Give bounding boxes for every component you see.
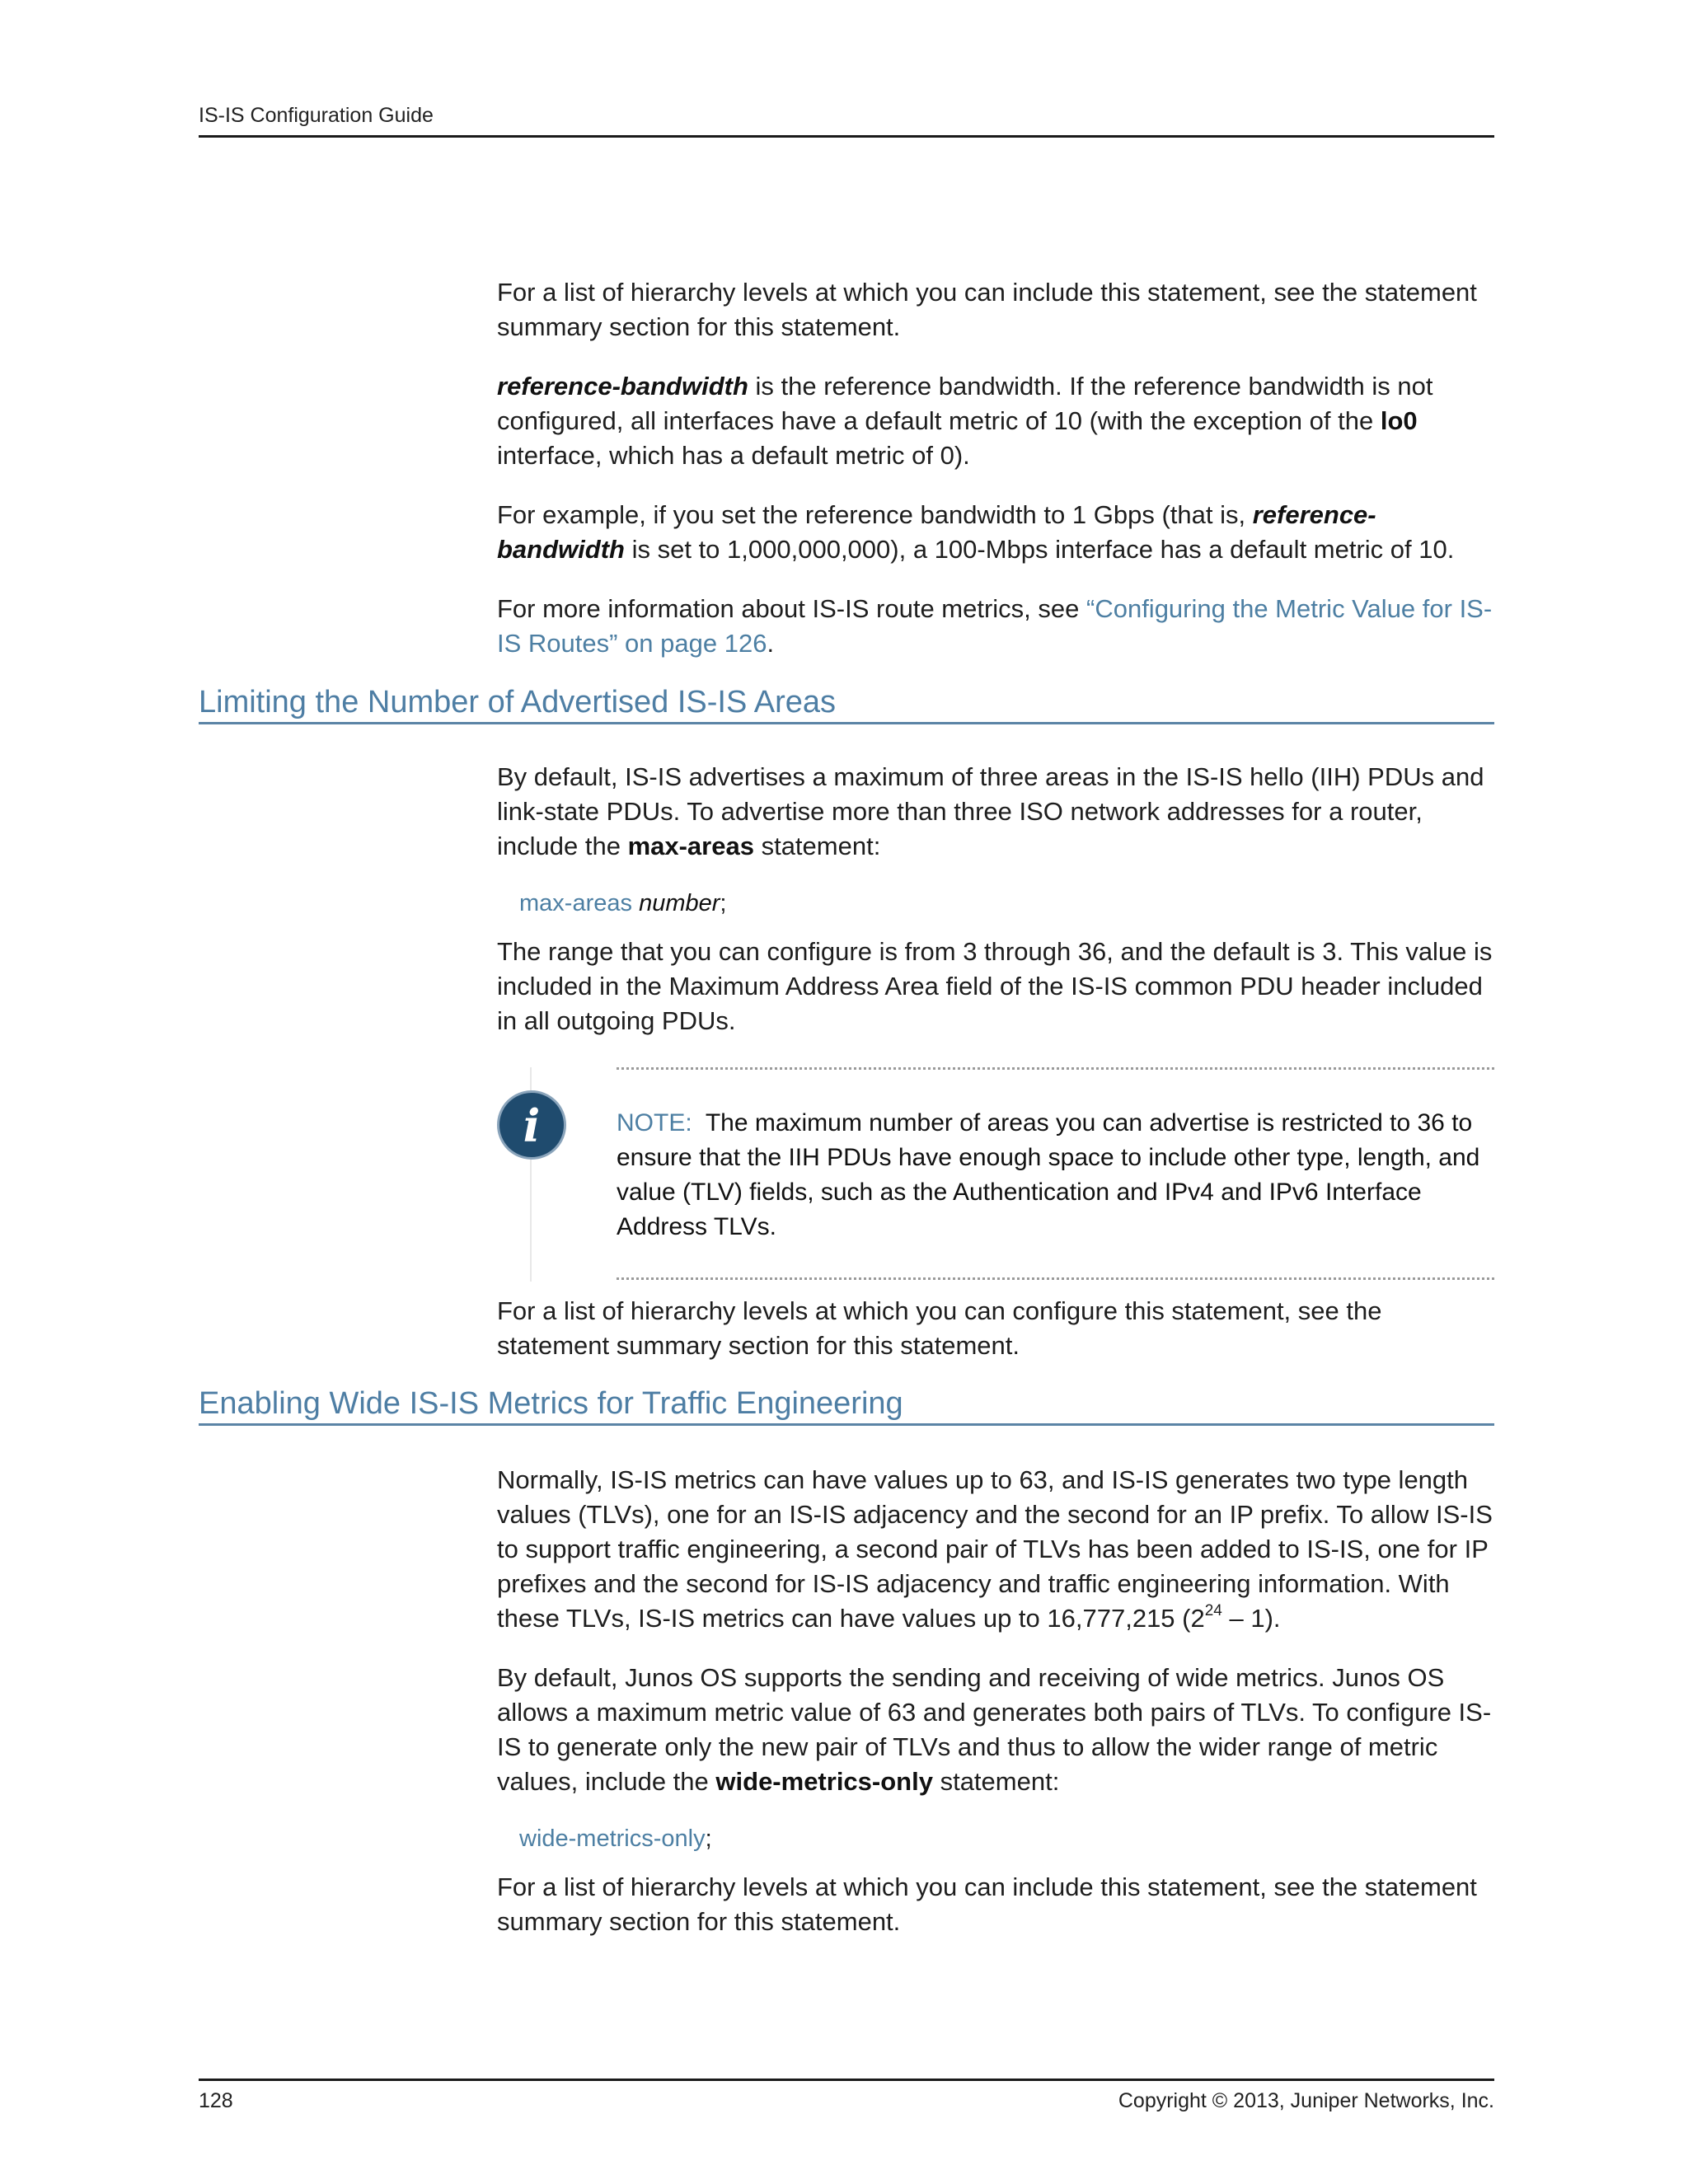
info-icon: i <box>497 1090 566 1160</box>
note-top-rule <box>617 1067 1494 1070</box>
note-box <box>497 1067 1494 1282</box>
lo0-keyword: lo0 <box>1380 406 1418 435</box>
intro-paragraph-1: For a list of hierarchy levels at which you can include this statement, see the statement summary section for this statement. <box>497 278 1477 341</box>
section2-paragraph-3: For a list of hierarchy levels at which you can include this statement, see the statement summary section for this statement. <box>497 1872 1477 1936</box>
section1-paragraph-2: The range that you can configure is from 3 through 36, and the default is 3. This value is included in the Maximum Address Area field of the IS-IS common PDU header included in all outgoing PDUs. <box>497 937 1493 1035</box>
section1-closing-block <box>497 1294 1494 1363</box>
section1-paragraph-3: For a list of hierarchy levels at which you can configure this statement, see the statement summary section for this statement. <box>497 1296 1382 1360</box>
max-areas-keyword: max-areas <box>627 832 754 860</box>
max-areas-code: max-areas number; <box>519 890 727 916</box>
guide-title: IS-IS Configuration Guide <box>199 104 434 127</box>
section2-block <box>497 1463 1494 1939</box>
wide-metrics-only-code: wide-metrics-only; <box>519 1825 712 1852</box>
section2-paragraph-2: By default, Junos OS supports the sending and receiving of wide metrics. Junos OS allows a maximum metric value of 63 and generates both pairs of TLVs. To configure IS-IS to generate only the new pair of TLVs and thus to allow the wider range of metric values, include the wide-metrics-only statement: <box>497 1663 1492 1796</box>
exponent: 24 <box>1204 1601 1222 1619</box>
page-number: 128 <box>199 2089 233 2112</box>
section-heading-advertised-areas: Limiting the Number of Advertised IS-IS Areas <box>199 684 1494 724</box>
note-text: NOTE: The maximum number of areas you can advertise is restricted to 36 to ensure that the IIH PDUs have enough space to include other type, length, and value (TLV) fields, such as the Authentication and IPv4 and IPv6 Interface Address TLVs. <box>617 1109 1480 1240</box>
reference-bandwidth-arg-2: reference-bandwidth <box>497 500 1376 564</box>
metric-value-link[interactable]: “Configuring the Metric Value for IS-IS Routes” on page 126 <box>497 594 1493 658</box>
page-header <box>199 101 1494 138</box>
wide-metrics-only-keyword: wide-metrics-only <box>715 1767 933 1796</box>
copyright: Copyright © 2013, Juniper Networks, Inc. <box>1118 2089 1494 2112</box>
section1-paragraph-1: By default, IS-IS advertises a maximum of three areas in the IS-IS hello (IIH) PDUs and link-state PDUs. To advertise more than three ISO network addresses for a router, include the max-areas statement: <box>497 762 1484 860</box>
page-footer <box>199 2079 1494 2112</box>
section-heading-wide-metrics: Enabling Wide IS-IS Metrics for Traffic Engineering <box>199 1385 1494 1426</box>
note-bottom-rule <box>617 1277 1494 1280</box>
section2-paragraph-1: Normally, IS-IS metrics can have values up to 63, and IS-IS generates two type length values (TLVs), one for an IS-IS adjacency and the second for an IP prefix. To allow IS-IS to support traffic engineering, a second pair of TLVs has been added to IS-IS, one for IP prefixes and the second for IS-IS adjacency and traffic engineering information. With these TLVs, IS-IS metrics can have values up to 16,777,215 $(2^{24} - 1)$. <box>497 1465 1493 1633</box>
note-label: NOTE: <box>617 1109 692 1137</box>
intro-paragraph-2: reference-bandwidth is the reference bandwidth. If the reference bandwidth is not configured, all interfaces have a default metric of 10 (with the exception of the lo0 interface, which has a default metric of 0). <box>497 372 1433 470</box>
reference-bandwidth-arg: reference-bandwidth <box>497 372 748 401</box>
intro-paragraph-3: For example, if you set the reference bandwidth to 1 Gbps (that is, reference-bandwidth is set to 1,000,000,000), a 100-Mbps interface has a default metric of 10. <box>497 500 1455 564</box>
intro-block <box>497 275 1494 661</box>
intro-paragraph-4: For more information about IS-IS route metrics, see “Configuring the Metric Value for IS-IS Routes” on page 126. <box>497 594 1493 658</box>
section1-block <box>497 760 1494 1038</box>
